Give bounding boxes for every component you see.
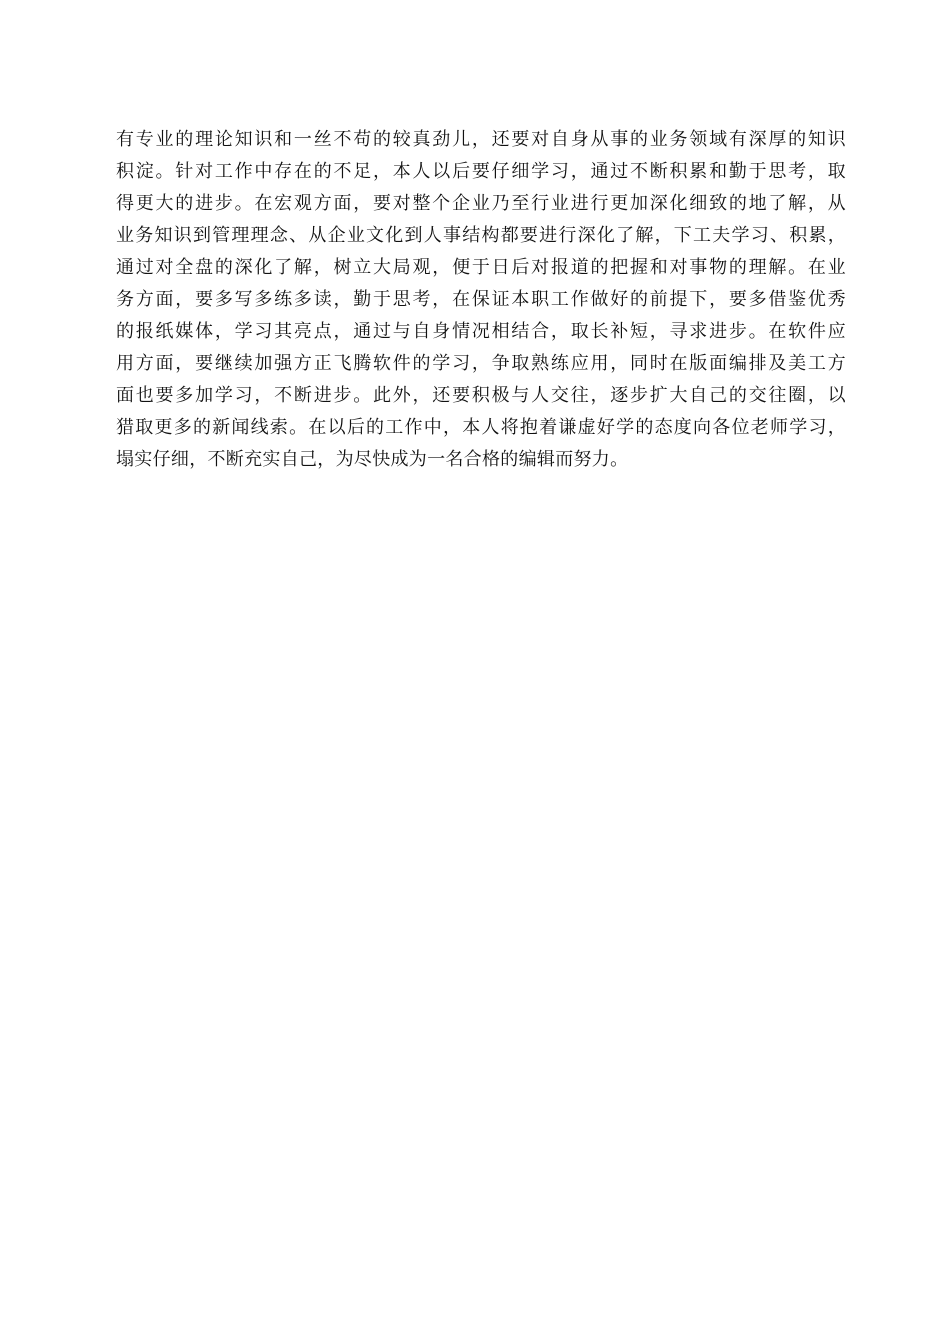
paragraph-line: 务方面，要多写多练多读，勤于思考，在保证本职工作做好的前提下，要多借鉴优秀 — [116, 289, 846, 310]
paragraph-line: 的报纸媒体，学习其亮点，通过与自身情况相结合，取长补短，寻求进步。在软件应 — [116, 321, 846, 342]
body-paragraph — [116, 124, 846, 476]
paragraph-line: 通过对全盘的深化了解，树立大局观，便于日后对报道的把握和对事物的理解。在业 — [116, 257, 846, 278]
paragraph-line: 得更大的进步。在宏观方面，要对整个企业乃至行业进行更加深化细致的地了解，从 — [116, 193, 846, 214]
paragraph-line: 用方面，要继续加强方正飞腾软件的学习，争取熟练应用，同时在版面编排及美工方 — [116, 353, 846, 374]
paragraph-line: 有专业的理论知识和一丝不苟的较真劲儿，还要对自身从事的业务领域有深厚的知识 — [116, 129, 846, 150]
paragraph-line: 猎取更多的新闻线索。在以后的工作中，本人将抱着谦虚好学的态度向各位老师学习， — [116, 417, 846, 438]
paragraph-line: 面也要多加学习，不断进步。此外，还要积极与人交往，逐步扩大自己的交往圈，以 — [116, 385, 846, 406]
paragraph-line: 业务知识到管理理念、从企业文化到人事结构都要进行深化了解，下工夫学习、积累， — [116, 225, 846, 246]
paragraph-line-last: 塌实仔细，不断充实自己，为尽快成为一名合格的编辑而努力。 — [116, 449, 629, 470]
paragraph-line: 积淀。针对工作中存在的不足，本人以后要仔细学习，通过不断积累和勤于思考，取 — [116, 161, 846, 182]
